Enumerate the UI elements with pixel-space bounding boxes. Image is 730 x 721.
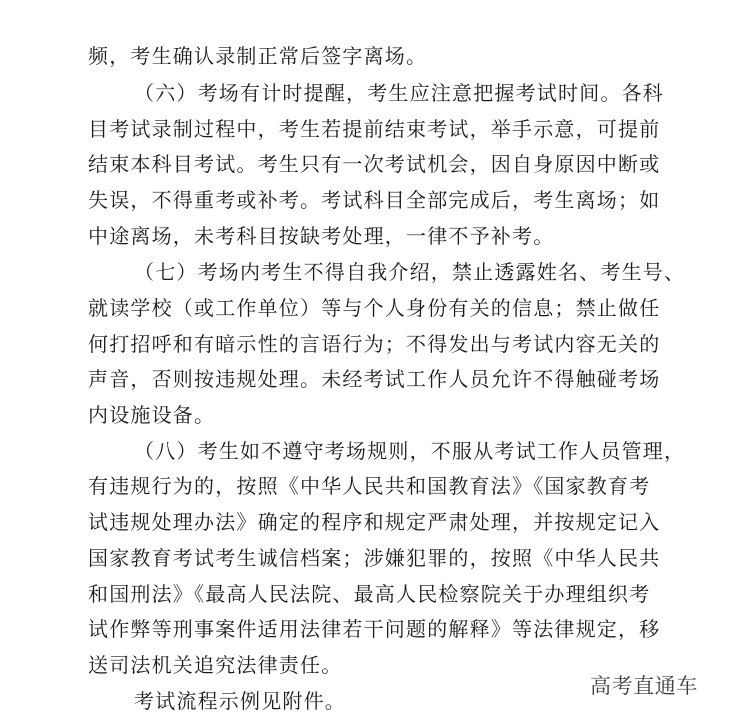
text-line-8: 就读学校（或工作单位）等与个人身份有关的信息；禁止做任 — [88, 296, 661, 320]
text-line-15: 国家教育考试考生诚信档案；涉嫌犯罪的，按照《中华人民共 — [88, 546, 661, 570]
text-line-9: 何打招呼和有暗示性的言语行为；不得发出与考试内容无关的 — [88, 332, 661, 356]
text-line-3: 目考试录制过程中，考生若提前结束考试，举手示意，可提前 — [88, 117, 661, 141]
text-line-13: 有违规行为的，按照《中华人民共和国教育法》《国家教育考 — [88, 474, 651, 498]
text-line-19: 考试流程示例见附件。 — [134, 689, 346, 713]
text-line-2: （六）考场有计时提醒，考生应注意把握考试时间。各科 — [134, 81, 664, 105]
text-line-1: 频，考生确认录制正常后签字离场。 — [88, 44, 428, 68]
text-line-10: 声音，否则按违规处理。未经考试工作人员允许不得触碰考场 — [88, 367, 661, 391]
text-line-12: （八）考生如不遵守考场规则，不服从考试工作人员管理， — [134, 439, 686, 463]
text-line-4: 结束本科目考试。考生只有一次考试机会，因自身原因中断或 — [88, 152, 661, 176]
text-line-5: 失误，不得重考或补考。考试科目全部完成后，考生离场；如 — [88, 188, 661, 212]
text-line-18: 送司法机关追究法律责任。 — [88, 653, 343, 677]
text-line-16: 和国刑法》《最高人民法院、最高人民检察院关于办理组织考 — [88, 582, 651, 606]
text-line-17: 试作弊等刑事案件适用法律若干问题的解释》等法律规定，移 — [88, 617, 661, 641]
watermark-text: 高考直通车 — [590, 674, 698, 698]
text-line-11: 内设施设备。 — [88, 403, 216, 427]
text-line-7: （七）考场内考生不得自我介绍，禁止透露姓名、考生号、 — [134, 260, 686, 284]
text-line-6: 中途离场，未考科目按缺考处理，一律不予补考。 — [88, 224, 555, 248]
text-line-14: 试违规处理办法》确定的程序和规定严肃处理，并按规定记入 — [88, 510, 661, 534]
